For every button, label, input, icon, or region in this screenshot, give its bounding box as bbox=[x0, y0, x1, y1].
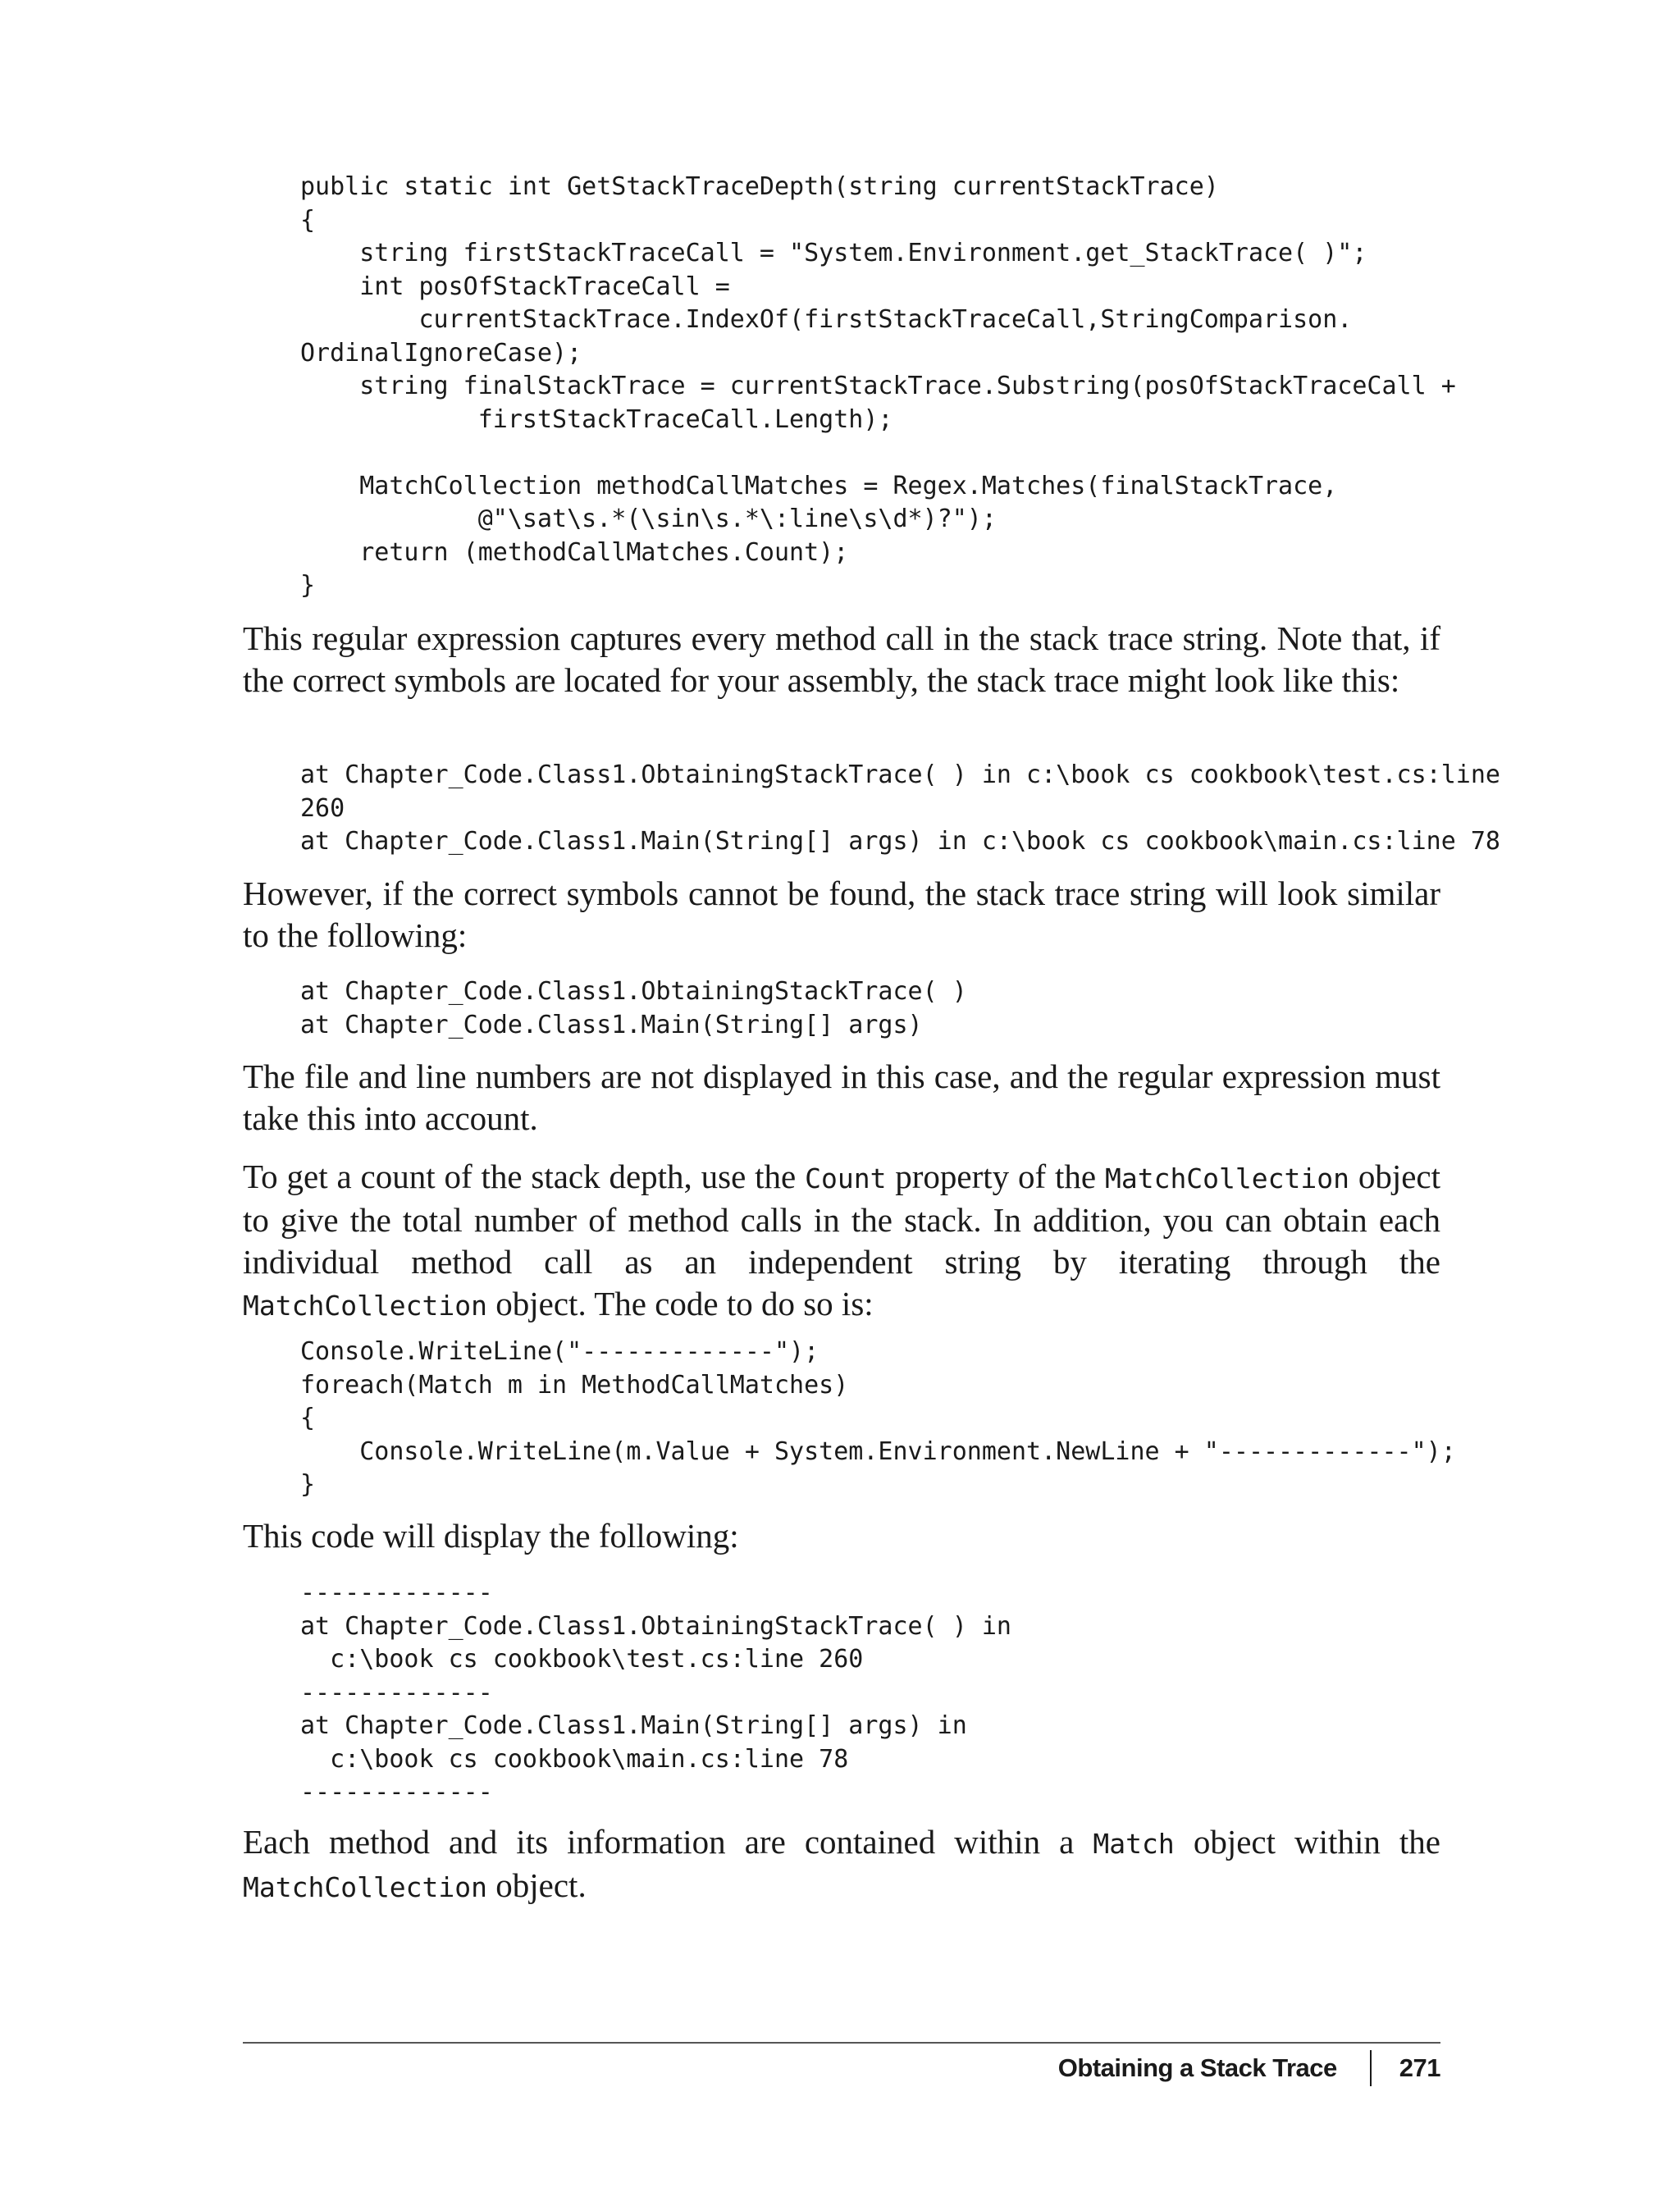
inline-code-matchcollection: MatchCollection bbox=[243, 1871, 488, 1903]
paragraph-regex-captures: This regular expression captures every method call in the stack trace string. Note that, if the correct symbols are located for your assembly, the stack trace might look like this: bbox=[243, 619, 1440, 699]
inline-code-count: Count bbox=[805, 1162, 887, 1194]
paragraph-match-object bbox=[243, 1821, 1440, 1908]
paragraph-display-following: This code will display the following: bbox=[243, 1517, 739, 1555]
code-block-console-writeline-loop: Console.WriteLine("-------------"); foreach(Match m in MethodCallMatches) { Console.WriteLine(m.Value + System.Environment.NewLine + "-------------"); } bbox=[300, 1337, 1456, 1499]
page-number: 271 bbox=[1399, 2053, 1440, 2082]
footer-separator bbox=[1370, 2050, 1372, 2086]
text-segment: Each method and its information are contained within a bbox=[243, 1823, 1093, 1861]
code-block-stack-trace-without-symbols: at Chapter_Code.Class1.ObtainingStackTrace( ) at Chapter_Code.Class1.Main(String[] args) bbox=[300, 977, 967, 1039]
text-segment: property of the bbox=[886, 1158, 1105, 1195]
paragraph-file-line-numbers: The file and line numbers are not displayed in this case, and the regular expression must take this into account. bbox=[243, 1057, 1440, 1137]
code-block-stack-trace-with-symbols: at Chapter_Code.Class1.ObtainingStackTrace( ) in c:\book cs cookbook\test.cs:line 260 at Chapter_Code.Class1.Main(String[] args) in c:\book cs cookbook\main.cs:line 78 bbox=[300, 760, 1500, 856]
inline-code-matchcollection: MatchCollection bbox=[1104, 1162, 1349, 1194]
text-segment: object. bbox=[487, 1866, 587, 1904]
text-segment: object to give the total number of method calls in the stack. In addition, you can obtain each individual method call as an independent string by iterating through the bbox=[243, 1158, 1441, 1281]
footer-divider bbox=[243, 2042, 1440, 2044]
paragraph-count-stack-depth bbox=[243, 1156, 1440, 1327]
footer-section-title: Obtaining a Stack Trace bbox=[1057, 2053, 1337, 2082]
inline-code-matchcollection: MatchCollection bbox=[243, 1290, 488, 1322]
inline-code-match: Match bbox=[1093, 1828, 1175, 1860]
text-segment: object within the bbox=[1174, 1823, 1440, 1861]
page-footer bbox=[1058, 2048, 1440, 2088]
code-block-output: ------------- at Chapter_Code.Class1.ObtainingStackTrace( ) in c:\book cs cookbook\test.cs:line 260 ------------- at Chapter_Code.Class1.Main(String[] args) in c:\book cs cookbook\main.cs:line 78 ------------- bbox=[300, 1578, 1011, 1806]
code-block-get-stack-trace-depth: public static int GetStackTraceDepth(string currentStackTrace) { string firstStackTraceCall = "System.Environment.get_StackTrace( )"; int posOfStackTraceCall = currentStackTrace.IndexOf(firstStackTraceCall,StringComparison. OrdinalIgnoreCase); string finalStackTrace = currentStackTrace.Substring(posOfStackTraceCall + firstStackTraceCall.Length); MatchCollection methodCallMatches = Regex.Matches(finalStackTrace, @"\sat\s.*(\sin\s.*\:line\s\d*)?"); return (methodCallMatches.Count); } bbox=[300, 172, 1456, 600]
text-segment: object. The code to do so is: bbox=[487, 1285, 874, 1322]
text-segment: To get a count of the stack depth, use the bbox=[243, 1158, 806, 1195]
paragraph-symbols-not-found: However, if the correct symbols cannot be found, the stack trace string will look similar to the following: bbox=[243, 875, 1440, 954]
